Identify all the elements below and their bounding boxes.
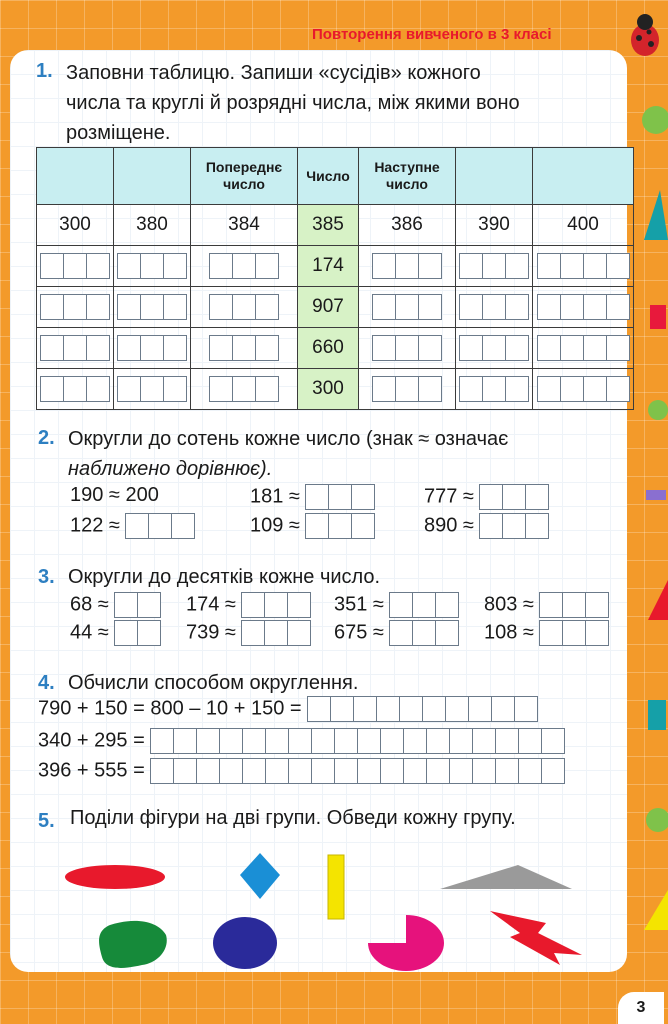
table-row: [37, 287, 634, 328]
task4-expression: 396 + 555 =: [38, 759, 145, 782]
answer-cell[interactable]: [359, 328, 456, 369]
magenta-pie[interactable]: [368, 915, 444, 971]
answer-box[interactable]: [479, 513, 549, 539]
answer-cell[interactable]: [191, 246, 298, 287]
answer-box[interactable]: [305, 484, 375, 510]
task3-item-label: 739 ≈: [186, 621, 236, 644]
task4-line: [38, 728, 565, 754]
table-cell: 300: [37, 205, 114, 246]
answer-cell[interactable]: [191, 287, 298, 328]
task1-text-line1: Заповни таблицю. Запиши «сусідів» кожного: [66, 62, 481, 84]
answer-cell[interactable]: [456, 287, 533, 328]
answer-box[interactable]: [114, 620, 161, 646]
answer-box[interactable]: [539, 592, 609, 618]
table-header-cell: Число: [298, 148, 359, 205]
table-cell: 400: [533, 205, 634, 246]
answer-cell[interactable]: [37, 328, 114, 369]
task3-item-label: 68 ≈: [70, 593, 109, 616]
blue-diamond[interactable]: [240, 853, 280, 899]
task2-item-label: 122 ≈: [70, 514, 120, 537]
task2-item: 190 ≈ 200: [70, 484, 159, 506]
answer-cell[interactable]: [191, 369, 298, 410]
answer-box[interactable]: [389, 620, 459, 646]
answer-cell[interactable]: [191, 328, 298, 369]
task3-item: [70, 620, 161, 646]
task2-item: [424, 513, 549, 539]
task2-item: [250, 513, 375, 539]
page-number: 3: [618, 992, 664, 1024]
task2-text-line2: наближено дорівнює).: [68, 458, 273, 480]
answer-cell[interactable]: [37, 246, 114, 287]
table-cell: 300: [298, 369, 359, 410]
answer-cell[interactable]: [114, 287, 191, 328]
table-row: [37, 205, 634, 246]
red-ellipse[interactable]: [65, 865, 165, 889]
table-header-cell: [456, 148, 533, 205]
task3-item-label: 803 ≈: [484, 593, 534, 616]
shapes-area: [40, 845, 620, 980]
task1-text: [66, 58, 616, 148]
task2-text-line1: Округли до сотень кожне число (знак ≈ означає: [68, 428, 509, 450]
answer-cell[interactable]: [359, 369, 456, 410]
header-title: Повторення вивченого в 3 класі: [312, 26, 552, 43]
green-blob[interactable]: [99, 921, 167, 968]
red-zigzag[interactable]: [490, 911, 582, 965]
answer-box[interactable]: [125, 513, 195, 539]
answer-cell[interactable]: [37, 369, 114, 410]
task1-text-line3: розміщене.: [66, 122, 171, 144]
task1-text-line2: числа та круглі й розрядні числа, між якими воно: [66, 92, 520, 114]
task2-item-label: 109 ≈: [250, 514, 300, 537]
task3-item-label: 44 ≈: [70, 621, 109, 644]
task4-expression: 790 + 150 = 800 – 10 + 150 =: [38, 697, 302, 720]
task2-item-label: 181 ≈: [250, 485, 300, 508]
task3-item-label: 675 ≈: [334, 621, 384, 644]
side-decoration: [628, 60, 668, 1000]
table-header-cell: Наступне число: [359, 148, 456, 205]
answer-cell[interactable]: [114, 328, 191, 369]
task4-expression: 340 + 295 =: [38, 729, 145, 752]
page-header: [300, 18, 640, 52]
task2-item: [424, 484, 549, 510]
table-cell: 660: [298, 328, 359, 369]
answer-cell[interactable]: [114, 369, 191, 410]
table-header-cell: [37, 148, 114, 205]
answer-cell[interactable]: [359, 246, 456, 287]
answer-cell[interactable]: [456, 246, 533, 287]
answer-cell[interactable]: [533, 369, 634, 410]
task3-item: [334, 620, 459, 646]
answer-box[interactable]: [389, 592, 459, 618]
yellow-rectangle[interactable]: [328, 855, 344, 919]
task2-item: [70, 513, 195, 539]
answer-box[interactable]: [241, 592, 311, 618]
answer-box[interactable]: [150, 728, 565, 754]
gray-triangle[interactable]: [440, 865, 572, 889]
table-cell: 386: [359, 205, 456, 246]
task2-number: 2.: [38, 427, 55, 449]
answer-cell[interactable]: [37, 287, 114, 328]
task3-text: Округли до десятків кожне число.: [68, 566, 381, 588]
table-header-row: [37, 148, 634, 205]
answer-cell[interactable]: [533, 287, 634, 328]
task5-text: Поділи фігури на дві групи. Обведи кожну групу.: [70, 807, 516, 829]
answer-box[interactable]: [307, 696, 538, 722]
task4-line: [38, 696, 538, 722]
table-row: [37, 369, 634, 410]
neighbors-table: [36, 147, 634, 410]
table-header-cell: [533, 148, 634, 205]
answer-box[interactable]: [479, 484, 549, 510]
table-header-cell: Попереднє число: [191, 148, 298, 205]
answer-cell[interactable]: [456, 328, 533, 369]
task2-text: [68, 424, 628, 484]
table-cell: 385: [298, 205, 359, 246]
table-header-cell: [114, 148, 191, 205]
answer-cell[interactable]: [533, 246, 634, 287]
navy-circle[interactable]: [213, 917, 277, 969]
task3-item: [484, 592, 609, 618]
task4-text: Обчисли способом округлення.: [68, 672, 359, 694]
table-cell: 384: [191, 205, 298, 246]
answer-cell[interactable]: [533, 328, 634, 369]
task3-item-label: 108 ≈: [484, 621, 534, 644]
task3-item-label: 351 ≈: [334, 593, 384, 616]
table-row: [37, 246, 634, 287]
task5-number: 5.: [38, 810, 55, 832]
task3-item: [334, 592, 459, 618]
table-cell: 907: [298, 287, 359, 328]
task3-item-label: 174 ≈: [186, 593, 236, 616]
task3-item: [186, 592, 311, 618]
answer-cell[interactable]: [359, 287, 456, 328]
task3-item: [186, 620, 311, 646]
answer-cell[interactable]: [456, 369, 533, 410]
answer-cell[interactable]: [114, 246, 191, 287]
answer-box[interactable]: [305, 513, 375, 539]
answer-box[interactable]: [114, 592, 161, 618]
task2-item: [250, 484, 375, 510]
task2-item-label: 777 ≈: [424, 485, 474, 508]
answer-box[interactable]: [150, 758, 565, 784]
task1-number: 1.: [36, 60, 53, 82]
table-cell: 174: [298, 246, 359, 287]
table-cell: 390: [456, 205, 533, 246]
task4-line: [38, 758, 565, 784]
task2-item-label: 890 ≈: [424, 514, 474, 537]
task3-item: [70, 592, 161, 618]
ladybug-icon: [625, 8, 665, 58]
task3-number: 3.: [38, 566, 55, 588]
table-row: [37, 328, 634, 369]
task3-item: [484, 620, 609, 646]
answer-box[interactable]: [241, 620, 311, 646]
table-cell: 380: [114, 205, 191, 246]
answer-box[interactable]: [539, 620, 609, 646]
task4-number: 4.: [38, 672, 55, 694]
